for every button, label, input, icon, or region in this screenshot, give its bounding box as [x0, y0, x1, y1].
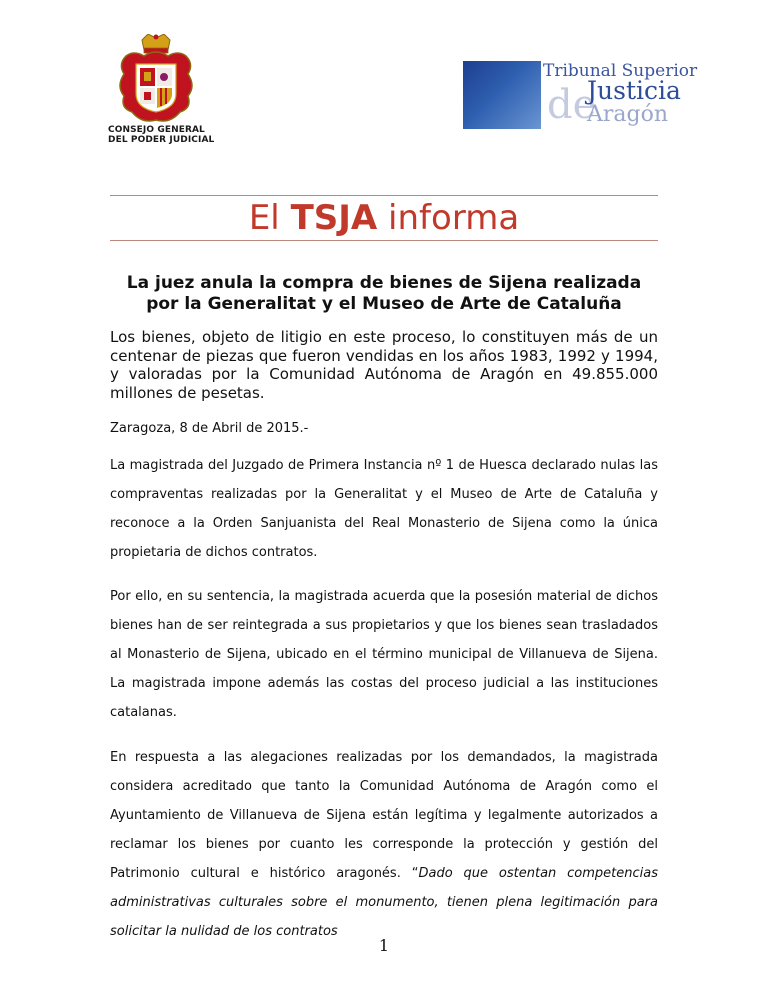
tsja-logo-line2: Justicia: [587, 76, 681, 105]
article-paragraph-3: [110, 743, 658, 946]
cgpj-name-line1: CONSEJO GENERAL: [108, 125, 205, 135]
tsja-logo: [463, 61, 703, 129]
masthead-prefix: El: [248, 198, 280, 238]
tsja-logo-square-icon: [463, 61, 541, 129]
article-paragraph-3-quote: Dado que ostentan competencias administrativas culturales sobre el monumento, tienen plena legitimación para solicitar la nulidad de los contratos: [110, 866, 658, 939]
masthead-rule-top: [110, 195, 658, 196]
article-paragraph-3-text: En respuesta a las alegaciones realizadas por los demandados, la magistrada considera acreditado que tanto la Comunidad Autónoma de Aragón como el Ayuntamiento de Villanueva de Sijena están legítima y legalmente autorizados a reclamar los bienes por cuanto les corresponde la protección y gestión del Patrimonio cultural e histórico aragonés. “: [110, 750, 658, 881]
article-paragraph-2: Por ello, en su sentencia, la magistrada acuerda que la posesión material de dichos bienes han de ser reintegrada a sus propietarios y que los bienes sean trasladados al Monasterio de Sijena, ubicado en el término municipal de Villanueva de Sijena. La magistrada impone además las costas del proceso judicial a las instituciones catalanas.: [110, 589, 658, 720]
article-dateline: Zaragoza, 8 de Abril de 2015.-: [110, 421, 309, 436]
masthead-suffix: informa: [388, 198, 520, 238]
page-number: 1: [378, 936, 390, 955]
article-lead: Los bienes, objeto de litigio en este proceso, lo constituyen más de un centenar de piezas que fueron vendidas en los años 1983, 1992 y 1994, y valoradas por la Comunidad Autónoma de Aragón en 49.855.000 millones de pesetas.: [110, 328, 658, 402]
masthead-acronym: TSJA: [290, 198, 378, 238]
article-paragraph-1: La magistrada del Juzgado de Primera Instancia nº 1 de Huesca declarado nulas las compraventas realizadas por la Generalitat y el Museo de Arte de Cataluña y reconoce a la Orden Sanjuanista del Real Monasterio de Sijena como la única propietaria de dichos contratos.: [110, 458, 658, 560]
cgpj-coat-of-arms-icon: [104, 34, 208, 126]
article-headline: La juez anula la compra de bienes de Sijena realizada por la Generalitat y el Museo de Arte de Cataluña: [126, 273, 642, 314]
tsja-logo-line1: Tribunal Superior: [543, 61, 698, 81]
cgpj-name-line2: DEL PODER JUDICIAL: [108, 135, 215, 145]
cgpj-name: [108, 125, 214, 145]
tsja-logo-line3: Aragón: [587, 102, 669, 127]
tsja-logo-de: de: [547, 82, 597, 128]
masthead-title: [110, 198, 658, 238]
masthead-rule-bottom: [110, 240, 658, 241]
